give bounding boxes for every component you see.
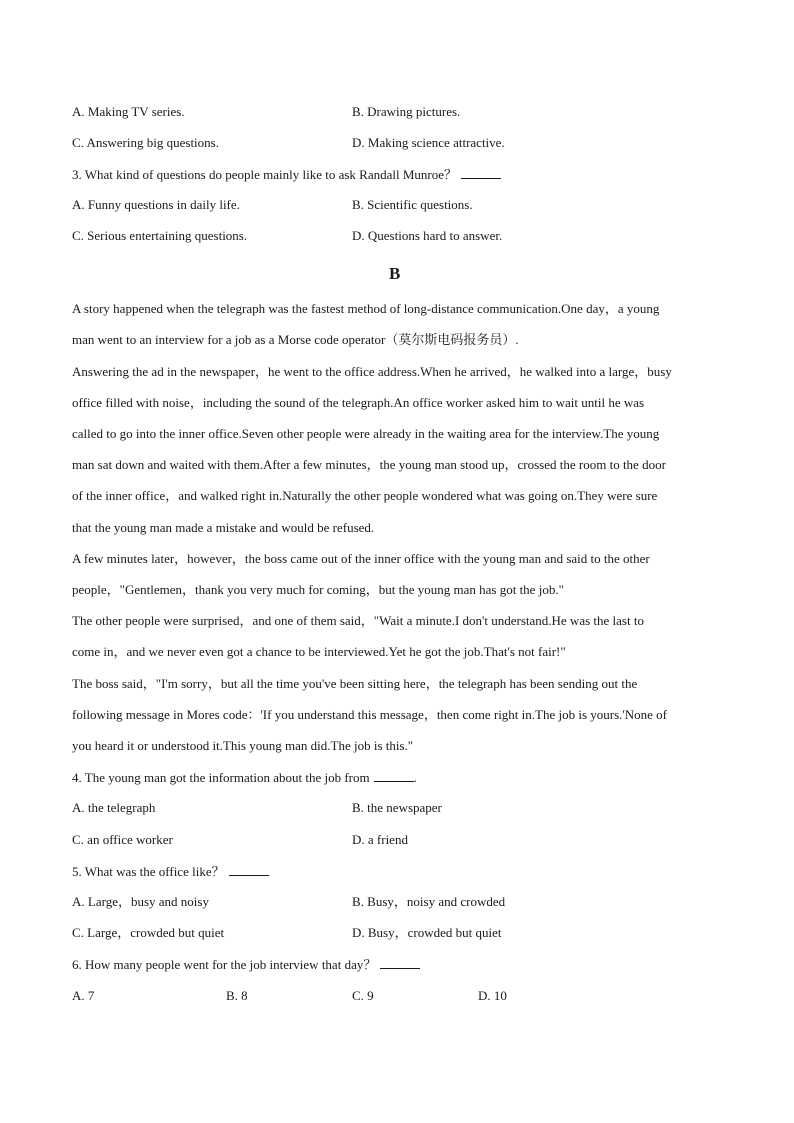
passage-line: called to go into the inner office.Seven other people were already in the waiting area for the interview.The young <box>72 426 660 441</box>
q5-option-d: D. Busy，crowded but quiet <box>352 925 502 940</box>
q2-option-a: A. Making TV series. <box>72 104 185 119</box>
q2-option-d: D. Making science attractive. <box>352 135 505 150</box>
answer-blank <box>461 166 501 179</box>
passage-line: Answering the ad in the newspaper，he went to the office address.When he arrived，he walked into a large，busy <box>72 364 672 379</box>
passage-line: man went to an interview for a job as a Morse code operator（莫尔斯电码报务员）. <box>72 332 519 347</box>
q2-option-b: B. Drawing pictures. <box>352 104 461 119</box>
q4-question-text: 4. The young man got the information about the job from <box>72 770 370 785</box>
q6-question-text: 6. How many people went for the job interview that day？ <box>72 957 377 972</box>
section-heading: B <box>389 264 401 283</box>
passage-line: office filled with noise，including the sound of the telegraph.An office worker asked him to wait until he was <box>72 395 645 410</box>
q4-option-b: B. the newspaper <box>352 800 442 815</box>
q6-question <box>72 956 420 973</box>
passage-line: come in，and we never even got a chance to be interviewed.Yet he got the job.That's not fair!" <box>72 644 566 659</box>
q5-question-text: 5. What was the office like？ <box>72 864 225 879</box>
q6-option-d: D. 10 <box>478 988 507 1003</box>
answer-blank <box>374 769 414 782</box>
q4-option-d: D. a friend <box>352 832 408 847</box>
passage-line: that the young man made a mistake and would be refused. <box>72 520 375 535</box>
q3-option-b: B. Scientific questions. <box>352 197 473 212</box>
q5-question <box>72 863 269 880</box>
q3-question-text: 3. What kind of questions do people mainly like to ask Randall Munroe？ <box>72 167 458 182</box>
q6-option-c: C. 9 <box>352 988 374 1003</box>
passage-line: The other people were surprised，and one of them said，"Wait a minute.I don't understand.He was the last to <box>72 613 644 628</box>
passage-line: man sat down and waited with them.After a few minutes，the young man stood up，crossed the room to the door <box>72 457 666 472</box>
q3-option-c: C. Serious entertaining questions. <box>72 228 248 243</box>
q3-question <box>72 166 501 183</box>
q5-option-a: A. Large，busy and noisy <box>72 894 209 909</box>
q2-option-c: C. Answering big questions. <box>72 135 219 150</box>
q4-question-tail: . <box>413 770 417 785</box>
passage-line: following message in Mores code：'If you understand this message，then come right in.The job is yours.'None of <box>72 707 667 722</box>
passage-line: people，"Gentlemen，thank you very much for coming，but the young man has got the job." <box>72 582 564 597</box>
answer-blank <box>380 956 420 969</box>
q3-option-a: A. Funny questions in daily life. <box>72 197 240 212</box>
q5-option-c: C. Large，crowded but quiet <box>72 925 225 940</box>
passage-line: A story happened when the telegraph was the fastest method of long-distance communication.One day，a young <box>72 301 660 316</box>
q4-option-c: C. an office worker <box>72 832 173 847</box>
answer-blank <box>229 863 269 876</box>
q6-option-b: B. 8 <box>226 988 248 1003</box>
passage-line: A few minutes later，however，the boss came out of the inner office with the young man and said to the other <box>72 551 650 566</box>
passage-line: of the inner office，and walked right in.Naturally the other people wondered what was going on.They were sure <box>72 488 658 503</box>
q3-option-d: D. Questions hard to answer. <box>352 228 503 243</box>
q6-option-a: A. 7 <box>72 988 95 1003</box>
passage-line: The boss said，"I'm sorry，but all the time you've been sitting here，the telegraph has been sending out the <box>72 676 638 691</box>
q4-question <box>72 769 417 786</box>
q5-option-b: B. Busy，noisy and crowded <box>352 894 506 909</box>
passage-line: you heard it or understood it.This young man did.The job is this." <box>72 738 414 753</box>
q4-option-a: A. the telegraph <box>72 800 156 815</box>
